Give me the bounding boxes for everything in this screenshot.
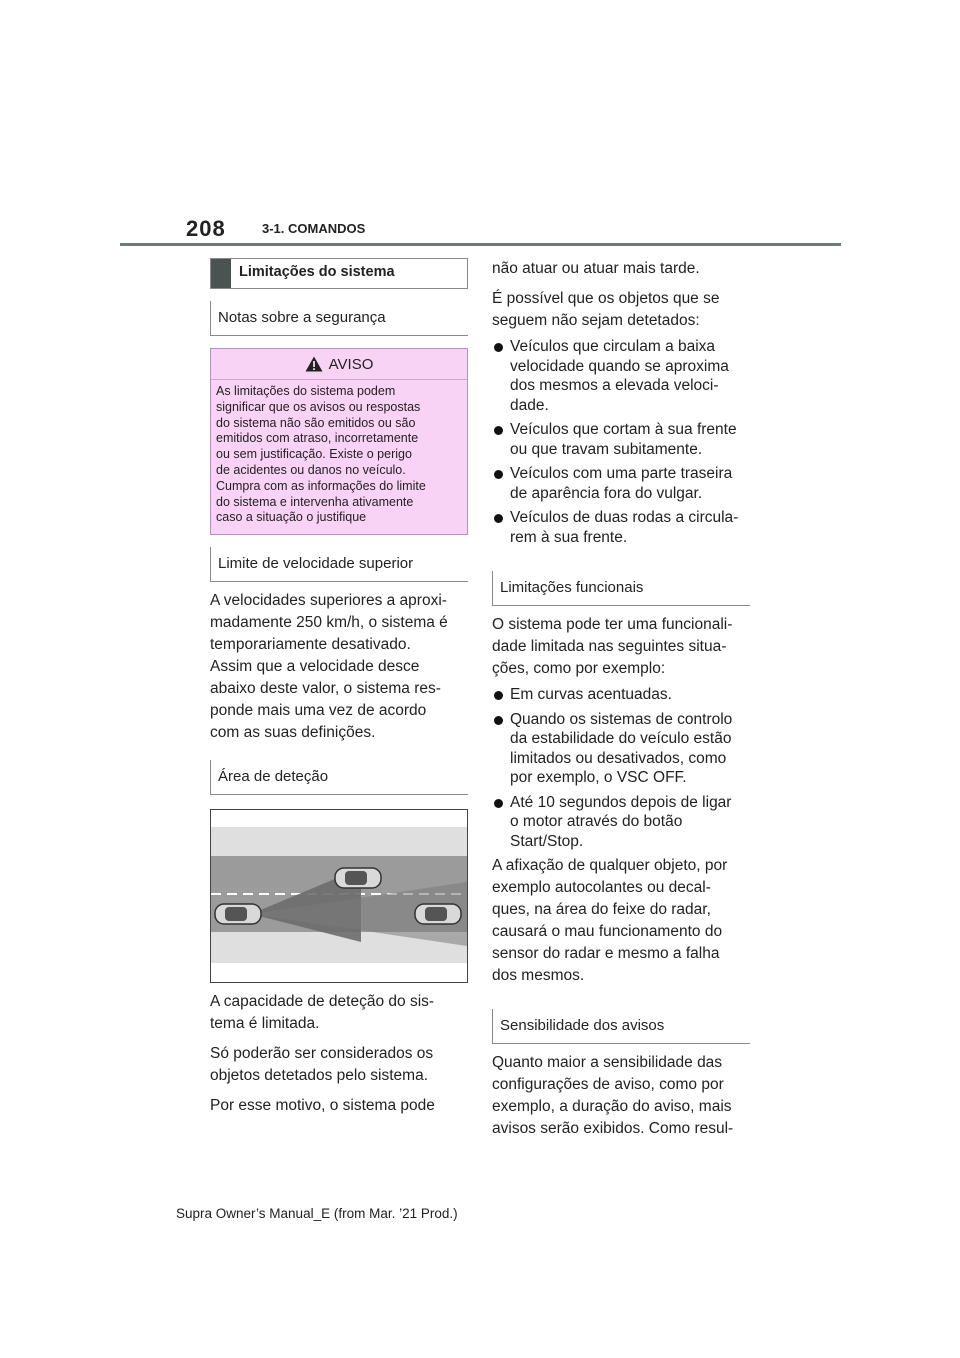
- header-rule: [120, 243, 841, 246]
- car-rear-icon: [215, 904, 261, 924]
- paragraph-reason: Por esse motivo, o sistema pode: [210, 1097, 435, 1115]
- paragraph-detection-capacity: A capacidade de deteção do sis- tema é limitada.: [210, 993, 435, 1033]
- paragraph-speed-limit: A velocidades superiores a aproxi- madamente 250 km/h, o sistema é temporariamente desativado. Assim que a velocidade desce abaixo deste valor, o sistema res- ponde mais uma vez de acordo com as suas definições.: [210, 592, 448, 742]
- list-item: Veículos que circulam a baixa velocidade quando se aproxima dos mesmos a elevada veloci- dade.: [492, 337, 750, 415]
- detection-area-illustration: [211, 810, 467, 982]
- subheading-detection-area: Área de deteção: [210, 760, 468, 795]
- paragraph-detected-objects: Só poderão ser considerados os objetos detetados pelo sistema.: [210, 1045, 434, 1085]
- list-item: Quando os sistemas de controlo da estabilidade do veículo estão limitados ou desativados, como por exemplo, o VSC OFF.: [492, 710, 750, 788]
- list-item: Em curvas acentuadas.: [492, 685, 750, 705]
- warning-box: [210, 348, 468, 535]
- right-column: [492, 258, 750, 1140]
- paragraph-continuation: não atuar ou atuar mais tarde.: [492, 260, 700, 277]
- undetected-objects-list: [492, 337, 750, 547]
- list-item: Veículos que cortam à sua frente ou que travam subitamente.: [492, 420, 750, 459]
- left-column: [210, 258, 468, 1117]
- page-number: 208: [186, 216, 226, 241]
- heading-system-limitations: [210, 258, 468, 289]
- paragraph-undetected-intro: É possível que os objetos que se seguem não sejam detetados:: [492, 290, 720, 329]
- warning-header: [211, 349, 467, 380]
- paragraph-warning-sensitivity: Quanto maior a sensibilidade das configurações de aviso, como por exemplo, a duração do aviso, mais avisos serão exibidos. Como resul-: [492, 1054, 734, 1137]
- warning-title: AVISO: [328, 355, 374, 373]
- functional-limitations-list: [492, 685, 750, 851]
- section-title: 3-1. COMANDOS: [262, 221, 366, 236]
- list-item: Veículos com uma parte traseira de aparência fora do vulgar.: [492, 464, 750, 503]
- heading-text: Limitações do sistema: [239, 264, 395, 280]
- warning-triangle-icon: [305, 356, 323, 372]
- paragraph-radar-obstruction: A afixação de qualquer objeto, por exemplo autocolantes ou decal- ques, na área do feixe do radar, causará o mau funcionamento do sensor do radar e mesmo a falha dos mesmos.: [492, 857, 728, 984]
- paragraph-functional-intro: O sistema pode ter uma funcionali- dade limitada nas seguintes situa- ções, como por exemplo:: [492, 616, 733, 677]
- page-footer: Supra Owner’s Manual_E (from Mar. ’21 Prod.): [176, 1206, 458, 1221]
- heading-tab: [211, 259, 231, 288]
- list-item: Até 10 segundos depois de ligar o motor através do botão Start/Stop.: [492, 793, 750, 852]
- car-far-icon: [415, 904, 461, 924]
- subheading-safety-notes: Notas sobre a segurança: [210, 301, 468, 336]
- subheading-speed-limit: Limite de velocidade superior: [210, 547, 468, 582]
- subheading-warning-sensitivity: Sensibilidade dos avisos: [492, 1009, 750, 1044]
- subheading-functional-limitations: Limitações funcionais: [492, 571, 750, 606]
- list-item: Veículos de duas rodas a circula- rem à sua frente.: [492, 508, 750, 547]
- car-ahead-icon: [335, 868, 381, 888]
- detection-area-figure: [210, 809, 468, 983]
- warning-text: As limitações do sistema podem significar que os avisos ou respostas do sistema não são emitidos ou são emitidos com atraso, incorretamente ou sem justificação. Existe o perigo de acidentes ou danos no veículo. Cumpra com as informações do limite do sistema e intervenha ativamente caso a situação o justifique: [216, 384, 426, 525]
